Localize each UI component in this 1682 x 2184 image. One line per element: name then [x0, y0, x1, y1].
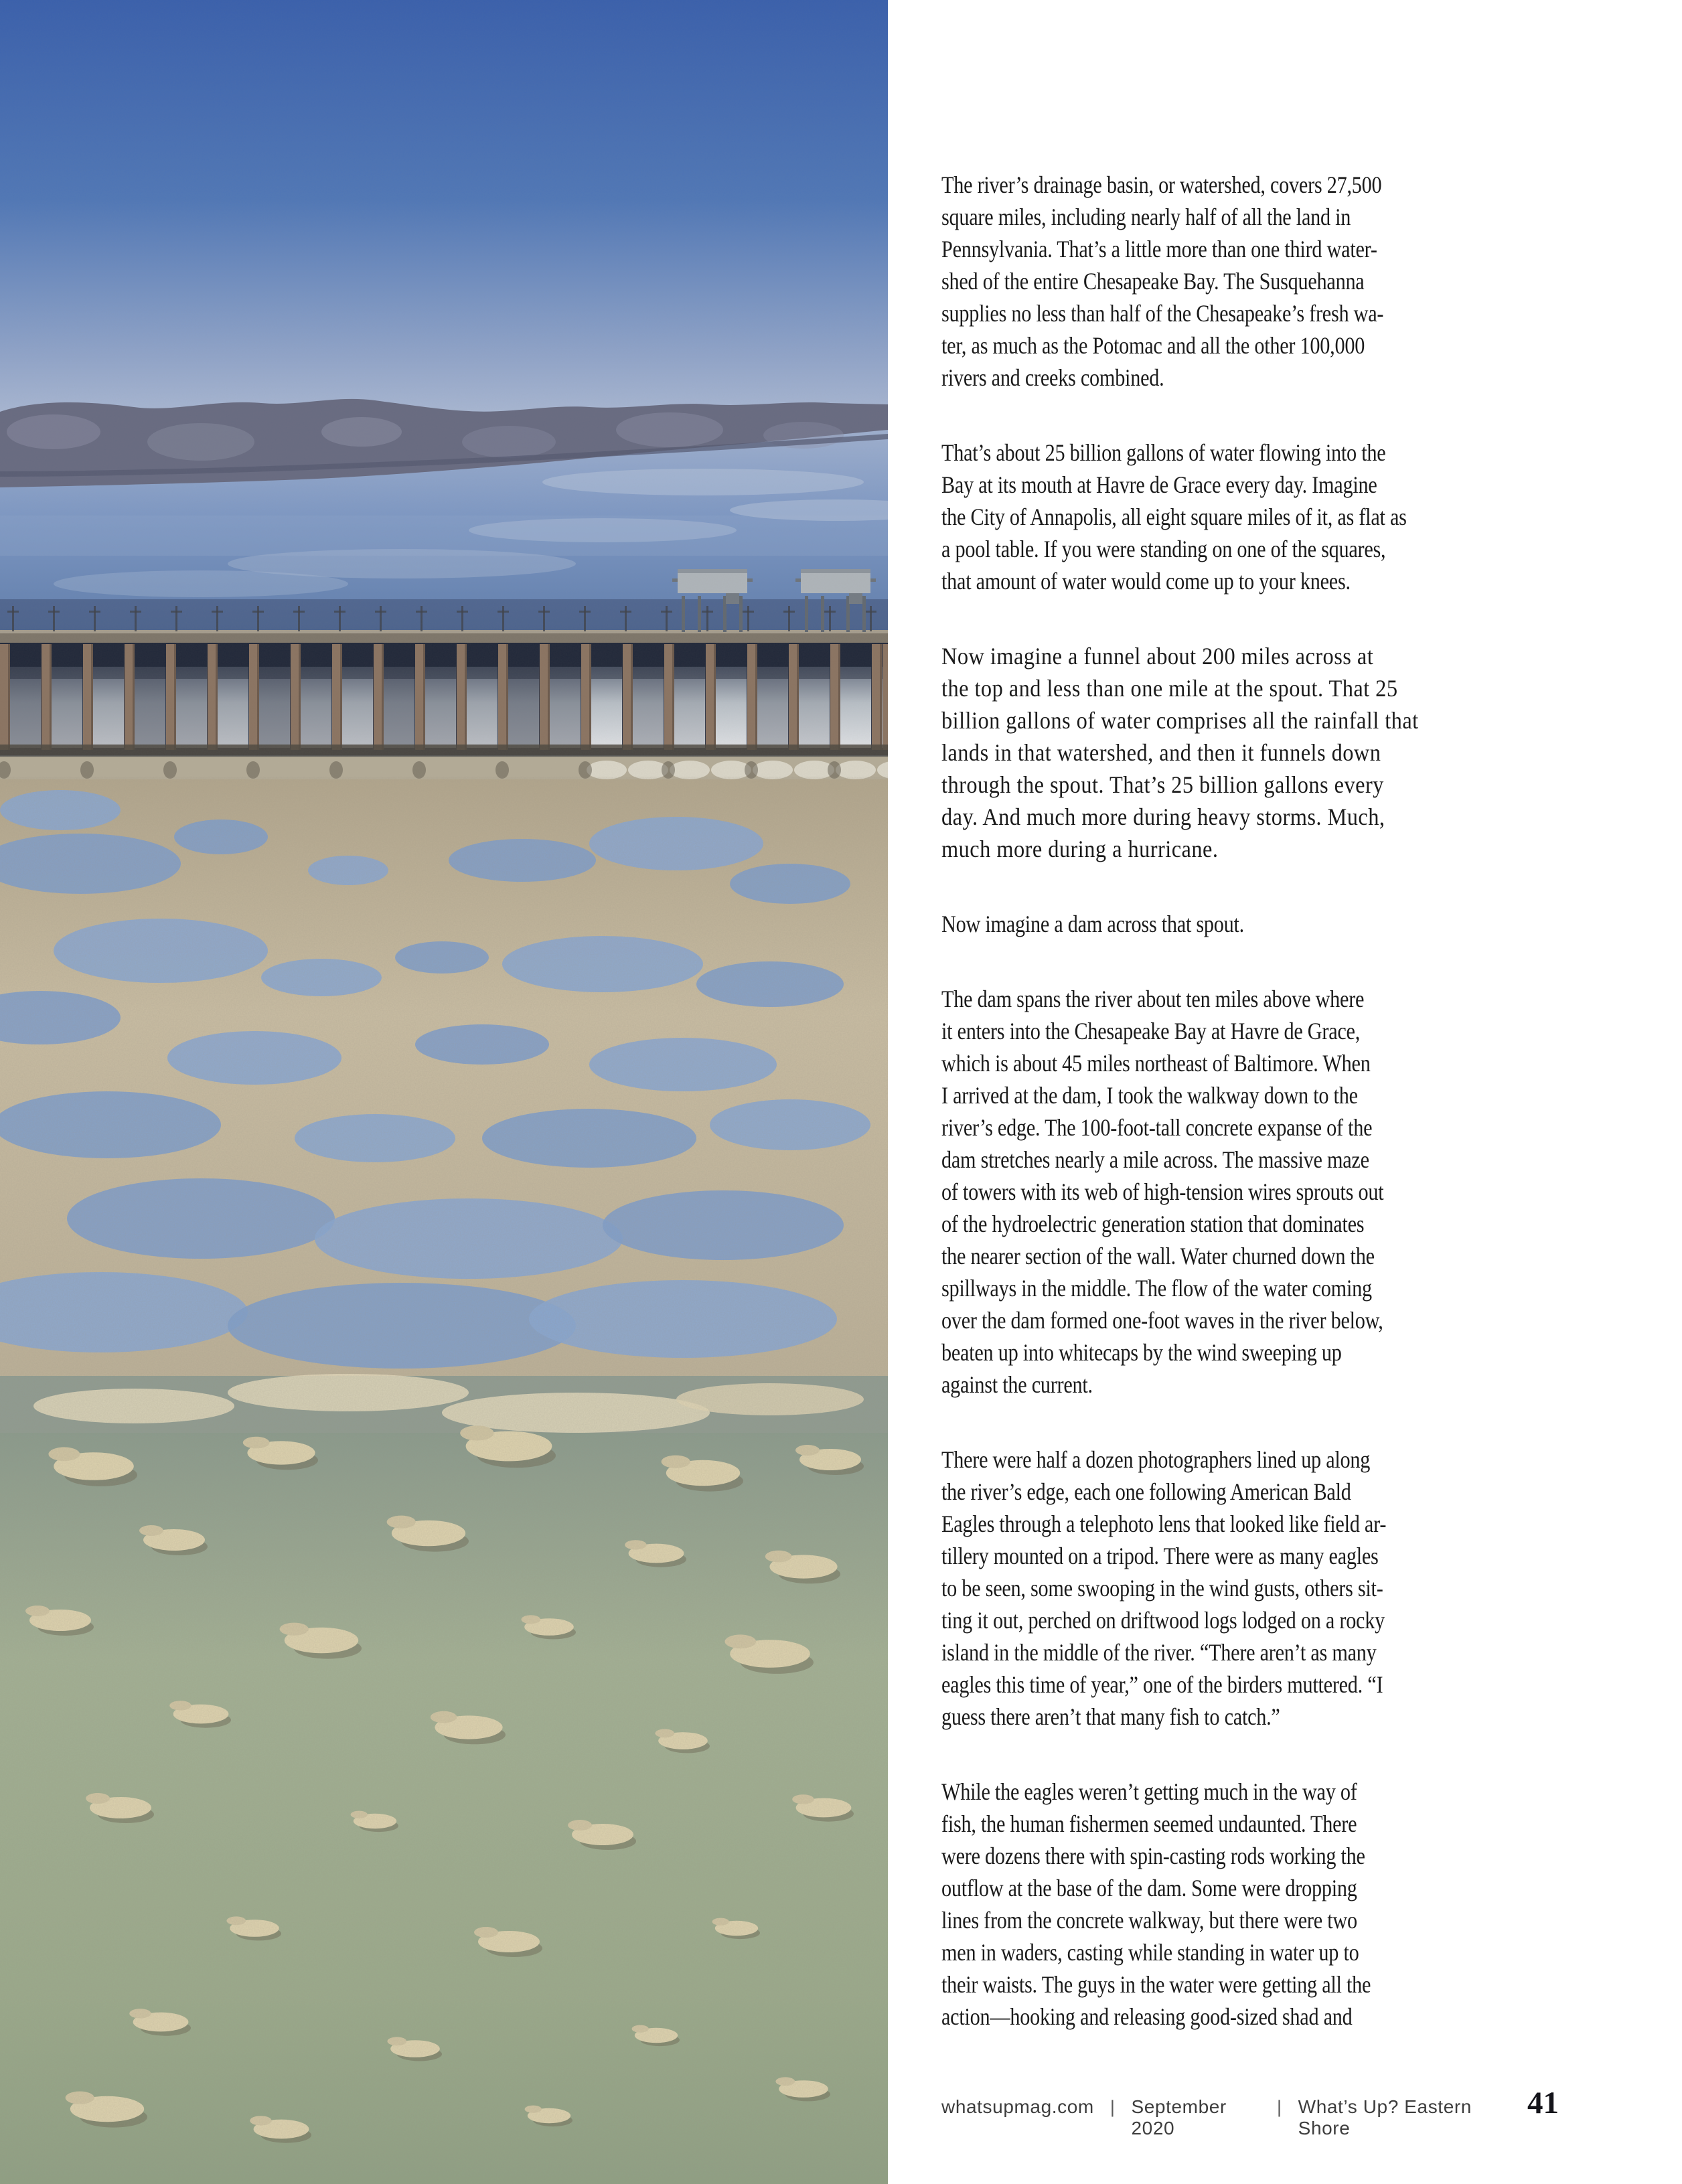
text-line: that amount of water would come up to your knees. [941, 568, 1351, 595]
text-line: their waists. The guys in the water were getting all the [941, 1971, 1371, 1998]
text-line: While the eagles weren’t getting much in the way of [941, 1778, 1357, 1805]
text-line: The river’s drainage basin, or watershed, covers 27,500 [941, 171, 1382, 198]
text-line: fish, the human fishermen seemed undaunted. There [941, 1810, 1357, 1837]
article-paragraph [941, 1776, 1460, 2033]
footer-issue-date: September 2020 [1131, 2096, 1227, 2138]
text-line: lands in that watershed, and then it funnels down [941, 739, 1381, 766]
text-line: against the current. [941, 1371, 1093, 1398]
text-line: of towers with its web of high-tension wires sprouts out [941, 1178, 1384, 1205]
text-line: outflow at the base of the dam. Some were dropping [941, 1875, 1357, 1901]
article-paragraph [941, 437, 1460, 597]
text-line: There were half a dozen photographers lined up along [941, 1446, 1371, 1473]
text-line: eagles this time of year,” one of the birders muttered. “I [941, 1671, 1383, 1698]
text-line: island in the middle of the river. “There aren’t as many [941, 1639, 1377, 1666]
text-line: Bay at its mouth at Havre de Grace every day. Imagine [941, 471, 1377, 498]
text-line: rivers and creeks combined. [941, 364, 1164, 391]
text-line: the City of Annapolis, all eight square miles of it, as flat as [941, 503, 1407, 530]
page-footer [941, 2088, 1559, 2139]
footer-site-url: whatsupmag.com [941, 2096, 1094, 2117]
text-line: lines from the concrete walkway, but there were two [941, 1907, 1357, 1934]
footer-publication-name: What’s Up? Eastern Shore [1298, 2096, 1472, 2138]
article-body [941, 169, 1559, 2033]
article-paragraph [941, 169, 1460, 394]
article-paragraph [941, 640, 1497, 865]
text-line: spillways in the middle. The flow of the water coming [941, 1275, 1372, 1302]
text-line: Pennsylvania. That’s a little more than one third water- [941, 236, 1377, 262]
text-line: of the hydroelectric generation station that dominates [941, 1211, 1365, 1237]
text-line: action—hooking and releasing good-sized shad and [941, 2003, 1353, 2030]
footer-separator: | [1277, 2097, 1282, 2117]
text-line: Now imagine a dam across that spout. [941, 911, 1244, 937]
footer-separator: | [1110, 2097, 1116, 2117]
text-line: supplies no less than half of the Chesapeake’s fresh wa- [941, 300, 1384, 327]
text-line: Eagles through a telephoto lens that looked like field ar- [941, 1510, 1387, 1537]
text-line: day. And much more during heavy storms. Much, [941, 803, 1385, 830]
text-line: which is about 45 miles northeast of Baltimore. When [941, 1050, 1371, 1077]
text-line: the river’s edge, each one following American Bald [941, 1478, 1351, 1505]
page-number: 41 [1527, 2086, 1559, 2120]
text-line: the top and less than one mile at the spout. That 25 [941, 675, 1398, 702]
text-line: river’s edge. The 100-foot-tall concrete expanse of the [941, 1114, 1373, 1141]
text-line: Now imagine a funnel about 200 miles across at [941, 643, 1374, 670]
text-line: That’s about 25 billion gallons of water flowing into the [941, 439, 1386, 466]
text-line: The dam spans the river about ten miles above where [941, 986, 1365, 1012]
article-paragraph [941, 1444, 1460, 1733]
text-line: a pool table. If you were standing on one of the squares, [941, 536, 1386, 562]
text-line: billion gallons of water comprises all the rainfall that [941, 707, 1419, 734]
text-line: through the spout. That’s 25 billion gallons every [941, 771, 1384, 798]
text-line: square miles, including nearly half of all the land in [941, 204, 1351, 230]
article-text-column [941, 169, 1559, 2033]
text-line: ting it out, perched on driftwood logs lodged on a rocky [941, 1607, 1385, 1634]
text-line: it enters into the Chesapeake Bay at Havre de Grace, [941, 1018, 1361, 1044]
text-line: much more during a hurricane. [941, 836, 1219, 862]
text-line: shed of the entire Chesapeake Bay. The Susquehanna [941, 268, 1365, 295]
text-line: tillery mounted on a tripod. There were as many eagles [941, 1543, 1379, 1569]
text-line: the nearer section of the wall. Water churned down the [941, 1243, 1375, 1269]
text-line: ter, as much as the Potomac and all the other 100,000 [941, 332, 1365, 359]
text-line: guess there aren’t that many fish to catch.” [941, 1703, 1280, 1730]
text-line: I arrived at the dam, I took the walkway down to the [941, 1082, 1358, 1109]
text-line: to be seen, some swooping in the wind gusts, others sit- [941, 1575, 1383, 1602]
text-line: over the dam formed one-foot waves in the river below, [941, 1307, 1383, 1334]
text-line: beaten up into whitecaps by the wind sweeping up [941, 1339, 1342, 1366]
text-line: dam stretches nearly a mile across. The massive maze [941, 1146, 1369, 1173]
text-line: were dozens there with spin-casting rods working the [941, 1843, 1365, 1869]
article-paragraph [941, 908, 1460, 940]
text-line: men in waders, casting while standing in water up to [941, 1939, 1359, 1966]
article-paragraph [941, 983, 1460, 1401]
